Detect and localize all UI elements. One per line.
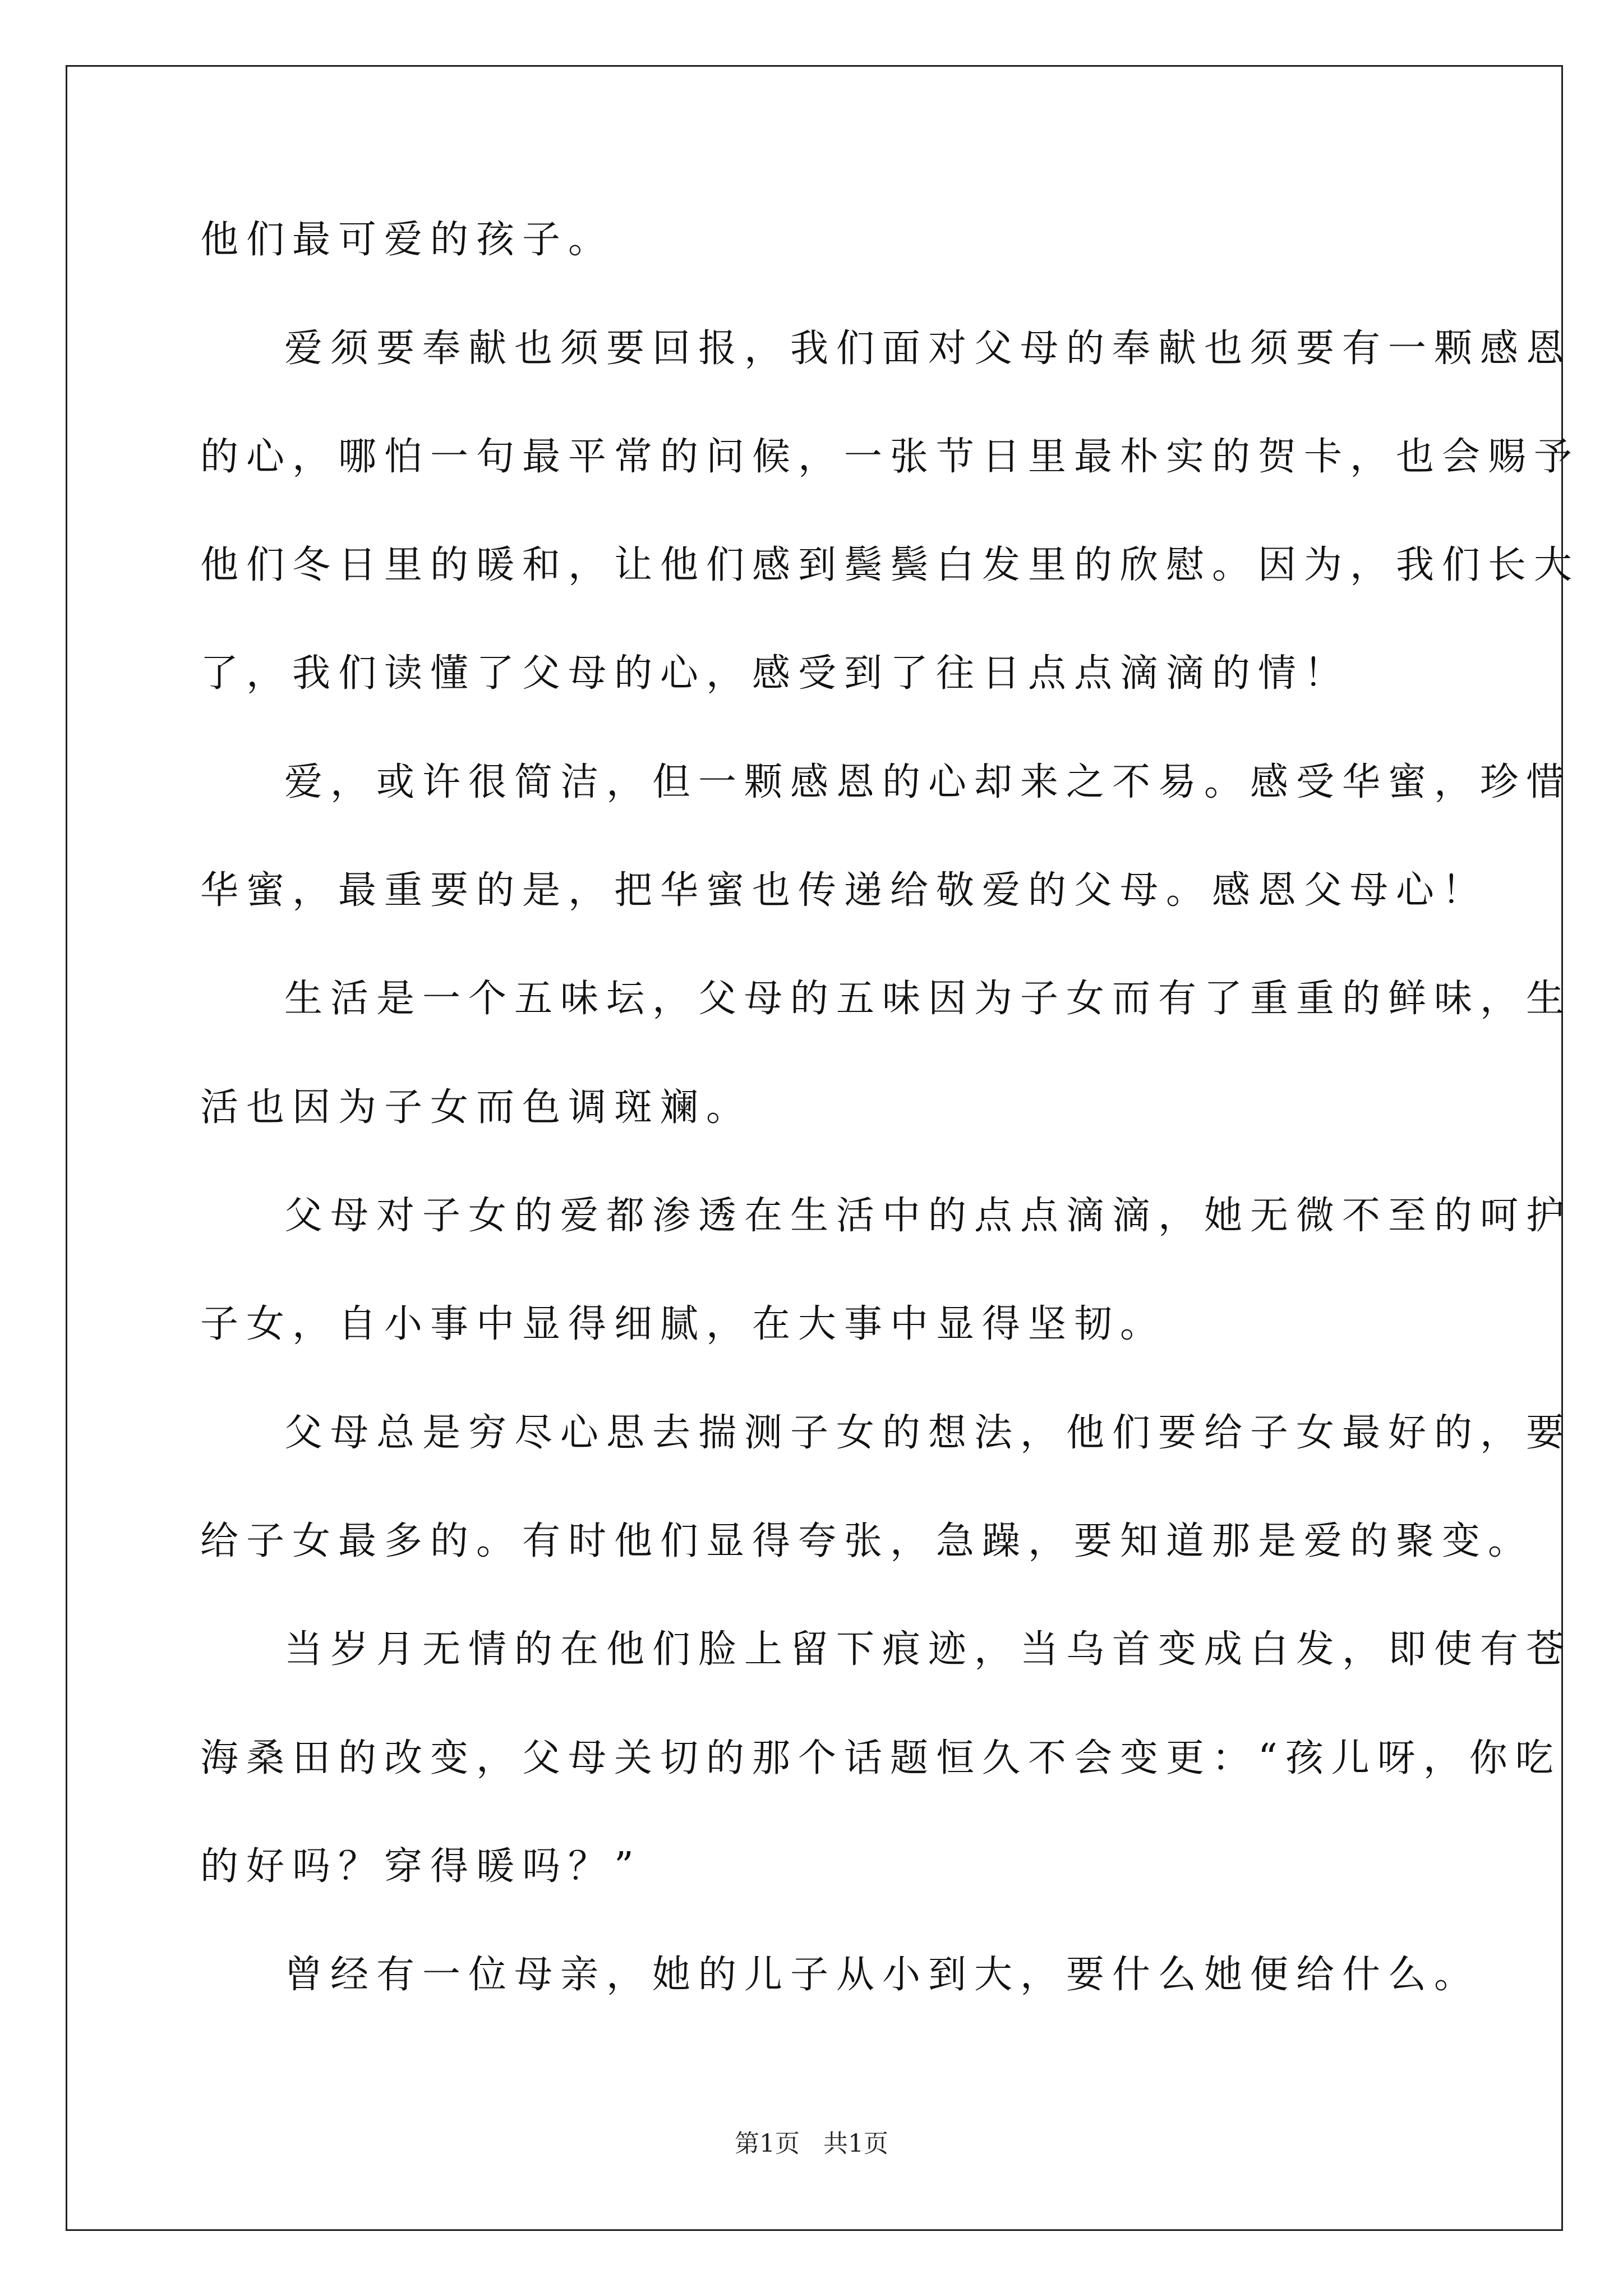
text-line: 的好吗？穿得暖吗？” — [200, 1844, 642, 1889]
text-line: 他们冬日里的暖和，让他们感到鬓鬓白发里的欣慰。因为，我们长大 — [200, 543, 1580, 587]
text-line: 海桑田的改变，父母关切的那个话题恒久不会变更：“孩儿呀，你吃 — [200, 1736, 1561, 1780]
text-line: 活也因为子女而色调斑斓。 — [200, 1085, 753, 1130]
text-line: 给子女最多的。有时他们显得夸张，急躁，要知道那是爱的聚变。 — [200, 1519, 1534, 1563]
paragraph-first-line: 爱，或许很简洁，但一颗感恩的心却来之不易。感受华蜜，珍惜 — [284, 760, 1573, 804]
paragraph-first-line: 父母总是穷尽心思去揣测子女的想法，他们要给子女最好的，要 — [284, 1411, 1573, 1455]
paragraph-first-line: 父母对子女的爱都渗透在生活中的点点滴滴，她无微不至的呵护 — [284, 1194, 1573, 1238]
text-line: 了，我们读懂了父母的心，感受到了往日点点滴滴的情！ — [200, 651, 1350, 696]
page-border — [66, 65, 1563, 2231]
page-footer — [0, 2127, 1623, 2161]
text-line: 子女，自小事中显得细腻，在大事中显得坚韧。 — [200, 1302, 1166, 1346]
paragraph-first-line: 当岁月无情的在他们脸上留下痕迹，当乌首变成白发，即使有苍 — [284, 1627, 1573, 1672]
text-line: 的心，哪怕一句最平常的问候，一张节日里最朴实的贺卡，也会赐予 — [200, 435, 1580, 479]
paragraph-first-line: 曾经有一位母亲，她的儿子从小到大，要什么她便给什么。 — [284, 1953, 1481, 1997]
page-number-label: 第1页 共1页 — [735, 2129, 888, 2158]
text-line: 华蜜，最重要的是，把华蜜也传递给敬爱的父母。感恩父母心！ — [200, 868, 1488, 913]
text-line: 他们最可爱的孩子。 — [200, 218, 615, 262]
paragraph-first-line: 爱须要奉献也须要回报，我们面对父母的奉献也须要有一颗感恩 — [284, 326, 1573, 371]
paragraph-first-line: 生活是一个五味坛，父母的五味因为子女而有了重重的鲜味，生 — [284, 977, 1573, 1021]
